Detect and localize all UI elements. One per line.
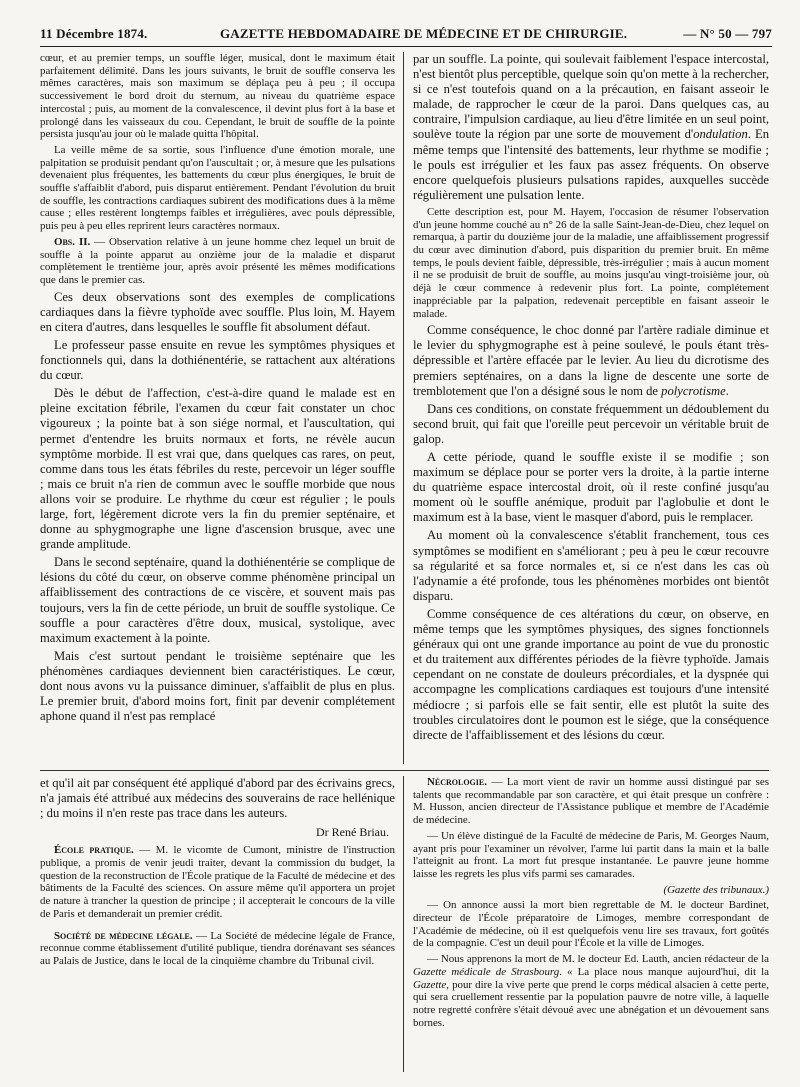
issue-date: 11 Décembre 1874. [40, 26, 148, 41]
author-signature: Dr René Briau. [316, 825, 389, 840]
news-item: École pratique. — M. le vicomte de Cumont, ministre de l'instruction publique, a promis de venir jeudi traiter, devant la commission du budget, la question de la reconstruction de l'École pratique de la Faculté de médecine et des bâtiments de la Faculté des sciences. On assure même qu'il apportera un projet de nature à trancher la question de principe ; il accepterait le concours de la ville de Paris et demanderait un premier crédit. [40, 844, 395, 920]
column-divider [403, 52, 404, 764]
paragraph: Dans le second septénaire, quand la dothiénentérie se complique de lésions du côté du cœur, on observe comme phénomène principal un affaiblissement des contractions de ce viscère, et souvent mais pas toujours, vers la fin de cette période, un bruit de souffle systolique. Ce souffle a pour caractères d'être doux, musical, systolique, avec maximum exactement à la pointe. [40, 555, 395, 645]
paragraph: Ces deux observations sont des exemples de complications cardiaques dans la fièvre typhoïde avec souffle. Plus loin, M. Hayem en citera d'autres, dans lesquelles le souffle fit absolument défaut. [40, 289, 395, 334]
paragraph: Dès le début de l'affection, c'est-à-dire quand le malade est en pleine excitation fébrile, l'examen du cœur fait constater un choc vigoureux ; la pointe bat à son siége normal, et l'auscultation, qui permet d'entendre les bruits normaux et forts, ne révèle aucun symptôme morbide. Il est vrai que, dans quelques cas rares, on peut, comme dans tous les états fébriles du reste, percevoir un léger souffle ; mais ce bruit n'a rien de commun avec le souffle morbide que nous allons voir se produire. Le rhythme du cœur est régulier ; le pouls large, fort, légèrement dicrote vers la fin du premier septénaire, et donne au sphygmographe une ligne d'ascension brusque, avec une grande amplitude. [40, 386, 395, 552]
section-divider [40, 770, 769, 771]
news-label: Nécrologie. [427, 776, 487, 788]
paragraph: Comme conséquence, le choc donné par l'artère radiale diminue et le levier du sphygmographe est à peine soulevé, le pouls étant très-dépressible et l'artère effacée par le levier. Au lieu du dicrotisme des premiers septénaires, on a dans la ligne de descente une sorte de tremblotement que l'on a désigné sous le nom de polycrotisme. [413, 323, 769, 398]
paragraph: Le professeur passe ensuite en revue les symptômes physiques et fonctionnels qui, dans la dothiénentérie, se rattachent aux altérations du cœur. [40, 337, 395, 383]
obituary-item: — Un élève distingué de la Faculté de médecine de Paris, M. Georges Naum, ayant pris pour l'examiner un révolver, l'arme lui partit dans la main et la balle l'atteignit au front. La mort fut presque instantanée. Le pauvre jeune homme laisse les regrets les plus vifs parmi ses camarades. [413, 829, 769, 880]
obituary-item: — On annonce aussi la mort bien regrettable de M. le docteur Bardinet, directeur de l'École préparatoire de Limoges, membre correspondant de l'Académie de médecine, où il est quelquefois venu lire ses travaux, fort goûtés de la compagnie. C'est un deuil pour l'École et la ville de Limoges. [413, 899, 769, 950]
news-label: École pratique. [54, 844, 134, 857]
journal-title: GAZETTE HEBDOMADAIRE DE MÉDECINE ET DE CHIRURGIE. [220, 26, 628, 41]
paragraph: par un souffle. La pointe, qui soulevait faiblement l'espace intercostal, n'est bientôt plus perceptible, quelque soin qu'on mette à la rechercher, si ce n'est toutefois quand on a la précaution, en faisant asseoir le malade, de rapprocher le cœur de la paroi. Dans quelques cas, au contraire, l'impulsion cardiaque, au lieu d'être limitée en un seul point, soulève toute la région par une sorte de mouvement d'ondulation. En même temps que l'intensité des battements, leur rhythme se modifie ; le pouls est irrégulier et les faux pas assez fréquents. On observe encore quelquefois plusieurs pulsations rapides, auxquelles succède régulièrement une pulsation lente. [413, 52, 769, 202]
left-column-bottom [40, 776, 395, 1072]
news-label: Société de médecine légale. [54, 929, 193, 942]
paragraph: La veille même de sa sortie, sous l'influence d'une émotion morale, une palpitation se produisit pendant qu'on l'auscultait ; or, à mesure que les pulsations devenaient plus fréquentes, les battements du cœur plus énergiques, le bruit de souffle s'affaiblit d'abord, puis disparut entièrement. Pendant l'évolution du bruit de souffle, les contractions cardiaques subirent des modifications dues à la même cause ; elles restèrent longtemps faibles et irrégulières, avec pouls dépressible, puis peu à peu elles reprirent leurs caractères normaux. [40, 143, 395, 233]
right-column-bottom [413, 776, 769, 1072]
paragraph: cœur, et au premier temps, un souffle léger, musical, dont le maximum était parfaitement délimité. Dans les jours suivants, le bruit de souffle conserva les mêmes caractères, mais son maximum se déplaça peu à peu ; il occupa successivement le bord droit du sternum, au niveau du quatrième espace intercostal ; puis, au moment de la convalescence, il devint plus fort à la base et prolongé dans les vaisseaux du cou. Cependant, le bruit de souffle de la pointe persista jusqu'au jour où le malade quitta l'hôpital. [40, 52, 395, 141]
observation-note [40, 236, 395, 287]
obituary-item: Nécrologie. — La mort vient de ravir un homme aussi distingué par ses talents que recommandable par son caractère, et qui était presque un confrère : M. Husson, ancien directeur de l'Assistance publique et membre de l'Académie de médecine. [413, 776, 769, 827]
news-item: Société de médecine légale. — La Société de médecine légale de France, reconnue comme établissement d'utilité publique, tiendra dorénavant ses séances au Palais de Justice, dans le local de la cinquième chambre du Tribunal civil. [40, 929, 395, 967]
paragraph: Comme conséquence de ces altérations du cœur, on observe, en même temps que les symptômes physiques, des signes fonctionnels généraux qui ont une grande importance au point de vue du pronostic et du traitement aux différentes périodes de la fièvre typhoïde. Jamais cependant on ne constate de douleurs précordiales, et la dyspnée qui accompagne les complications cardiaques est toujours d'une intensité médiocre ; si parfois elle se fait sentir, elle est plutôt la suite des troubles circulatoires dont le poumon est le siége, que la conséquence directe de l'affaiblissement et des lésions du cœur. [413, 606, 769, 742]
paragraph: Dans ces conditions, on constate fréquemment un dédoublement du second bruit, qui fait que l'oreille peut percevoir un véritable bruit de galop. [413, 401, 769, 446]
paragraph: Mais c'est surtout pendant le troisième septénaire que les phénomènes cardiaques deviennent bien caractéristiques. Le cœur, dont nous avons vu la puissance diminuer, s'affaiblit de plus en plus. Le premier bruit, d'abord moins fort, finit par devenir complétement aphone quand il n'est pas remplacé [40, 648, 395, 724]
paragraph: A cette période, quand le souffle existe il se modifie ; son maximum se déplace pour se porter vers la droite, à la partie interne du quatrième espace intercostal droit, où il reste confiné jusqu'au moment où le souffle anémique, produit par l'aglobulie et dont le maximum est à la base, vient le masquer d'abord, puis le remplacer. [413, 450, 769, 525]
observation-text: — Observation relative à un jeune homme chez lequel un bruit de souffle à la pointe apparut au onzième jour de la maladie et disparut complètement le trentième jour, après avoir présenté les mêmes modifications que dans le premier cas. [40, 235, 395, 286]
observation-summary: Cette description est, pour M. Hayem, l'occasion de résumer l'observation d'un jeune homme couché au n° 26 de la salle Saint-Jean-de-Dieu, chez lequel on remarqua, à partir du douzième jour de la maladie, une affaiblissement progressif du cœur avec diminution d'abord, puis disparition du premier bruit. En même temps, le pouls devient faible, dépressible, très-irrégulier ; mais à aucun moment il ne se produisit de bruit de souffle, au moins jusqu'au vingt-troisième jour, où déjà le cœur commence à redevenir plus fort. La pointe, complétement inappréciable par la palpation, redevenait perceptible en faisant asseoir le malade. [413, 205, 769, 320]
page-header [40, 26, 772, 47]
issue-number: — N° 50 — 797 [683, 26, 772, 41]
paragraph: et qu'il ait par conséquent été appliqué d'abord par des écrivains grecs, n'a jamais été attribué aux médecins des souverains de race hellénique ; du moins il n'en reste pas trace dans les auteurs. [40, 776, 395, 821]
obituary-item: — Nous apprenons la mort de M. le docteur Ed. Lauth, ancien rédacteur de la Gazette médicale de Strasbourg. « La place nous manque aujourd'hui, dit la Gazette, pour dire la vive perte que prend le corps médical alsacien à cette perte, qui sera cruellement ressentie par la population pauvre de notre ville, à laquelle notre regretté confrère s'était dévoué avec une abnégation et un dévouement sans bornes. [413, 953, 769, 1029]
paragraph: Au moment où la convalescence s'établit franchement, tous ces symptômes se modifient en s'améliorant ; peu à peu le cœur recouvre sa régularité et sa force normales et, si ce n'est dans les cas où l'adynamie a été profonde, tous les phénomènes morbides ont bientôt disparu. [413, 528, 769, 603]
column-divider [403, 776, 404, 1072]
left-column-top [40, 52, 395, 764]
right-column-top [413, 52, 769, 764]
source-citation: (Gazette des tribunaux.) [663, 883, 769, 896]
observation-label: Obs. II. [54, 235, 91, 248]
